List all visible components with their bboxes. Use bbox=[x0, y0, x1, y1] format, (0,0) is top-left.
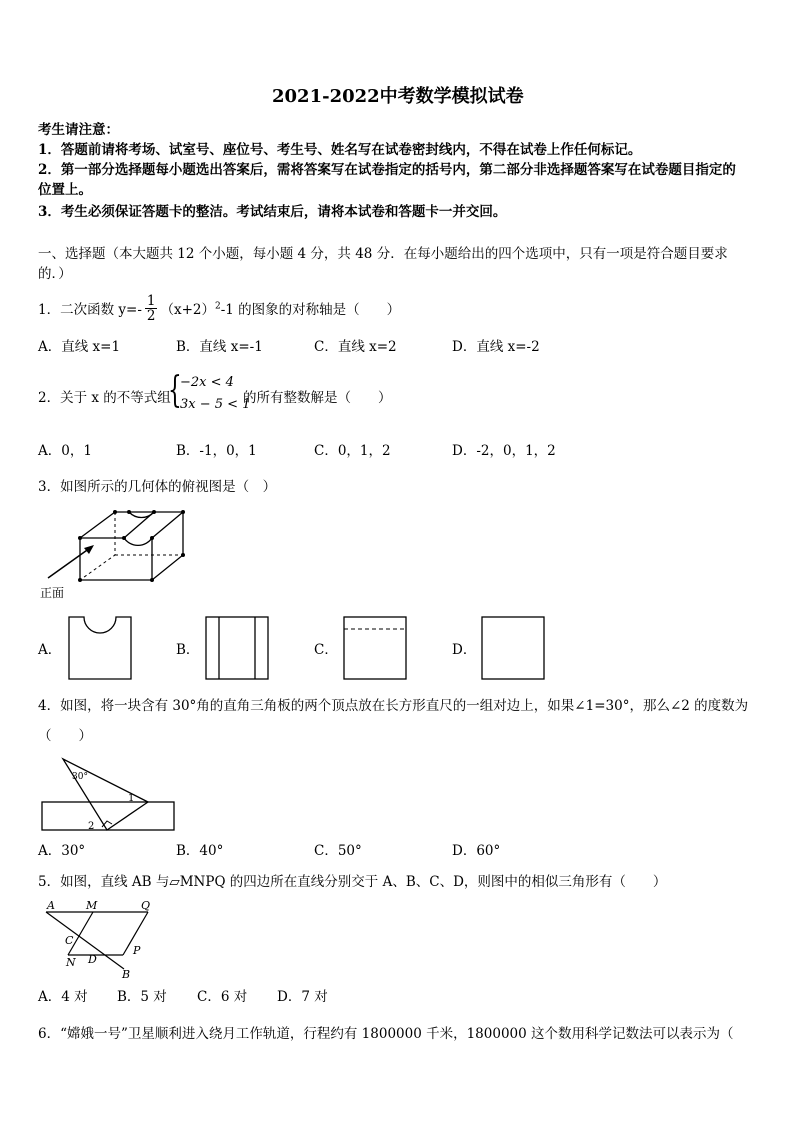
page-title: 2021-2022中考数学模拟试卷 bbox=[272, 86, 524, 107]
q3-front-label: 正面 bbox=[40, 586, 65, 600]
q5-label-m: M bbox=[86, 899, 98, 912]
q5-label-q: Q bbox=[141, 899, 151, 912]
q1-frac-den: 2 bbox=[146, 308, 156, 324]
q1-sup: 2 bbox=[215, 301, 221, 312]
q4-option-b: B．40° bbox=[176, 843, 224, 859]
q3-option-a: A． bbox=[38, 642, 62, 658]
q3-option-d-figure bbox=[481, 616, 545, 680]
q1-option-d: D．直线 x=-2 bbox=[452, 339, 540, 355]
q3-option-c: C． bbox=[314, 642, 338, 658]
q5-option-a: A．4 对 bbox=[38, 989, 88, 1005]
q2-ineq-2: 3x − 5 < 1 bbox=[180, 397, 251, 412]
q1-option-b: B．直线 x=-1 bbox=[176, 339, 263, 355]
q2-option-d: D．-2，0，1，2 bbox=[452, 443, 556, 459]
q5-figure bbox=[38, 895, 158, 980]
notice-line-4: 3．考生必须保证答题卡的整洁。考试结束后，请将本试卷和答题卡一并交回。 bbox=[38, 204, 507, 220]
q1-fraction bbox=[145, 294, 158, 323]
q2-option-b: B．-1，0，1 bbox=[176, 443, 257, 459]
q2-ineq-1: −2x < 4 bbox=[180, 375, 234, 390]
q3-stem: 3．如图所示的几何体的俯视图是（ ） bbox=[38, 479, 277, 495]
q4-label-1: 1 bbox=[128, 793, 135, 804]
q5-label-b: B bbox=[122, 968, 131, 981]
q4-option-d: D．60° bbox=[452, 843, 501, 859]
q2-option-a: A．0，1 bbox=[38, 443, 92, 459]
q4-label-30: 30° bbox=[72, 772, 88, 782]
q4-stem-cont: （ ） bbox=[38, 728, 92, 744]
section-heading-cont: 的．） bbox=[38, 266, 72, 282]
q5-label-n: N bbox=[66, 956, 76, 969]
q1-stem bbox=[38, 293, 401, 325]
q1-frac-num: 1 bbox=[146, 293, 156, 309]
notice-line-1: 1．答题前请将考场、试室号、座位号、考生号、姓名写在试卷密封线内，不得在试卷上作任何标记。 bbox=[38, 142, 642, 158]
q1-tail: -1 的图象的对称轴是（ ） bbox=[220, 302, 401, 318]
q4-stem: 4．如图，将一块含有 30°角的直角三角板的两个顶点放在长方形直尺的一组对边上，如果∠1=30°，那么∠2 的度数为 bbox=[38, 698, 749, 714]
q3-option-c-figure bbox=[343, 616, 407, 680]
q5-option-d: D．7 对 bbox=[277, 989, 328, 1005]
notice-line-2: 2．第一部分选择题每小题选出答案后，需将答案写在试卷指定的括号内，第二部分非选择题答案写在试卷题目指定的 bbox=[38, 162, 736, 178]
q3-option-b: B． bbox=[176, 642, 200, 658]
q6-stem: 6．“嫦娥一号”卫星顺利进入绕月工作轨道，行程约有 1800000 千米，1800000 这个数用科学记数法可以表示为（ bbox=[38, 1026, 734, 1042]
notice-heading: 考生请注意： bbox=[38, 122, 119, 138]
q4-option-a: A．30° bbox=[38, 843, 86, 859]
q5-option-c: C．6 对 bbox=[197, 989, 248, 1005]
q2-brace: { bbox=[168, 370, 182, 411]
q5-label-a: A bbox=[47, 899, 55, 912]
q1-prefix: 1．二次函数 y=- bbox=[38, 302, 142, 318]
q1-option-c: C．直线 x=2 bbox=[314, 339, 397, 355]
section-heading: 一、选择题（本大题共 12 个小题，每小题 4 分，共 48 分．在每小题给出的四个选项中，只有一项是符合题目要求 bbox=[38, 246, 728, 262]
q5-stem: 5．如图，直线 AB 与▱MNPQ 的四边所在直线分别交于 A、B、C、D，则图中的相似三角形有（ ） bbox=[38, 874, 667, 890]
q4-option-c: C．50° bbox=[314, 843, 362, 859]
q4-label-2: 2 bbox=[88, 821, 95, 832]
q4-figure bbox=[38, 755, 178, 835]
q2-option-c: C．0，1，2 bbox=[314, 443, 391, 459]
q3-option-a-figure bbox=[68, 616, 132, 680]
q5-label-c: C bbox=[65, 934, 74, 947]
q5-label-p: P bbox=[133, 944, 141, 957]
q2-prefix: 2．关于 x 的不等式组 bbox=[38, 390, 171, 406]
q3-option-d: D． bbox=[452, 642, 477, 658]
q2-suffix: 的所有整数解是（ ） bbox=[243, 390, 392, 406]
notice-line-3: 位置上。 bbox=[38, 182, 92, 198]
q1-option-a: A．直线 x=1 bbox=[38, 339, 121, 355]
q5-label-d: D bbox=[88, 953, 97, 966]
q5-option-b: B．5 对 bbox=[117, 989, 167, 1005]
q3-option-b-figure bbox=[205, 616, 269, 680]
q1-suffix: （x+2） bbox=[160, 302, 215, 318]
